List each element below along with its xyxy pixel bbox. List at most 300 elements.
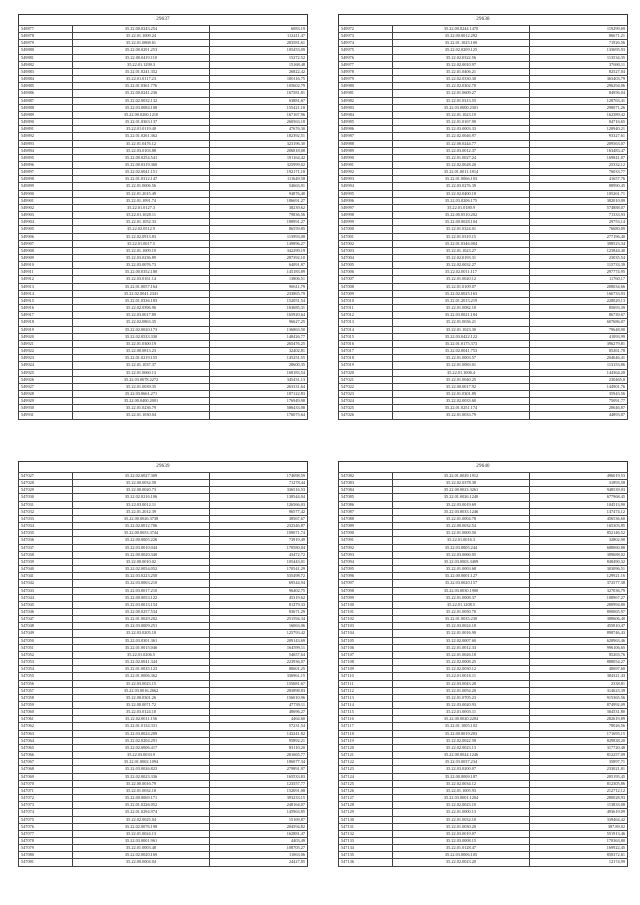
table-row [339,716,628,723]
record-id-cell: 547058 [19,694,73,701]
record-id-cell: 549885 [19,83,73,90]
account-code-cell: 35.22.01.0015.046 [73,644,210,651]
table-row [19,269,308,276]
table-row [339,508,628,515]
amount-cell: 12174,99 [529,859,627,866]
record-id-cell: 549905 [19,226,73,233]
amount-cell: 24427,85 [209,859,307,866]
record-id-cell: 549930 [19,405,73,412]
record-id-cell: 547082 [339,473,393,480]
amount-cell: 232346,87 [209,523,307,530]
account-code-cell: 35.22.01.1025.100 [393,40,530,47]
block-title: 29637 [18,14,308,25]
record-id-cell: 549909 [19,255,73,262]
table-row [339,183,628,190]
table-row [19,76,308,83]
amount-cell: 852146,52 [529,530,627,537]
record-id-cell: 549915 [19,297,73,304]
table-row [19,212,308,219]
account-code-cell: 35.22.01.0167.90 [393,119,530,126]
record-id-cell: 549984 [339,111,393,118]
record-id-cell: 547067 [19,759,73,766]
record-id-cell: 547005 [339,262,393,269]
table-row [19,623,308,630]
table-row [339,83,628,90]
record-id-cell: 547008 [339,283,393,290]
record-id-cell: 547047 [19,616,73,623]
account-code-cell: 35.22.00.0024.1246 [393,752,530,759]
amount-cell: 112411,47 [209,33,307,40]
account-code-cell: 35.22.01.0313.55 [393,97,530,104]
amount-cell: 191164,42 [209,154,307,161]
record-id-cell: 547014 [339,326,393,333]
amount-cell: 84716,65 [529,119,627,126]
table-row [339,276,628,283]
record-id-cell: 549917 [19,312,73,319]
table-row [19,233,308,240]
record-id-cell: 547015 [339,333,393,340]
record-id-cell: 547084 [339,487,393,494]
table-row [339,730,628,737]
amount-cell: 79648,90 [529,326,627,333]
amount-cell: 105453,09 [209,47,307,54]
table-row [19,262,308,269]
table-row [19,845,308,852]
amount-cell: 144901,76 [529,383,627,390]
account-code-cell: 35.22.01.0312.147 [73,176,210,183]
amount-cell: 620963,46 [529,637,627,644]
table-row [339,362,628,369]
account-code-cell: 35.22.03.0076.73 [73,262,210,269]
account-code-cell: 35.22.02.0012.706 [73,523,210,530]
record-id-cell: 549982 [339,97,393,104]
account-code-cell: 35.22.02.0007.60 [393,637,530,644]
amount-cell: 85693,39 [529,305,627,312]
record-id-cell: 547048 [19,623,73,630]
account-code-cell: 35.22.01.0000.13 [393,809,530,816]
amount-cell: 129921,16 [529,573,627,580]
record-id-cell: 549977 [339,61,393,68]
record-id-cell: 549999 [339,219,393,226]
account-code-cell: 35.22.03.0013.154 [73,601,210,608]
table-row [19,161,308,168]
record-id-cell: 547090 [339,530,393,537]
account-code-cell: 35.22.01.0346.004 [393,240,530,247]
table-row [19,616,308,623]
record-id-cell: 547054 [19,666,73,673]
record-id-cell: 549916 [19,305,73,312]
account-code-cell: 35.22.01.0057.164 [73,283,210,290]
table-row [339,126,628,133]
table-row [19,737,308,744]
amount-cell: 81279,33 [209,601,307,608]
table-row [339,594,628,601]
amount-cell: 156010,96 [209,694,307,701]
account-code-cell: 35.22.01.0705.23 [393,694,530,701]
account-code-cell: 35.22.03.0006.105 [393,852,530,859]
record-id-cell: 549913 [19,283,73,290]
account-code-cell: 35.22.02.0034.12 [393,780,530,787]
table-row [19,530,308,537]
account-code-cell: 35.22.03.0026.823 [73,766,210,773]
amount-cell: 78026,56 [529,723,627,730]
record-id-cell: 547121 [339,752,393,759]
block-title: 29638 [338,14,628,25]
record-id-cell: 549895 [19,154,73,161]
table-row [339,773,628,780]
amount-cell: 38239,62 [209,204,307,211]
amount-cell: 223936,07 [209,659,307,666]
amount-cell: 145183,89 [209,269,307,276]
record-id-cell: 547097 [339,580,393,587]
record-id-cell: 549901 [19,197,73,204]
amount-cell: 948539,03 [529,487,627,494]
account-code-cell: 35.22.03.0010.044 [73,544,210,551]
account-code-cell: 35.22.01.1023.30 [393,326,530,333]
amount-cell: 145251,55 [209,355,307,362]
account-code-cell: 35.22.01.0117.23 [73,76,210,83]
account-code-cell: 35.22.01.0609.27 [393,90,530,97]
table-row [339,68,628,75]
record-id-cell: 549995 [339,190,393,197]
amount-cell: 166733,93 [529,290,627,297]
table-row [339,269,628,276]
table-row [19,787,308,794]
account-code-cell: 35.22.01.1208.5 [393,601,530,608]
record-id-cell: 549988 [339,140,393,147]
record-id-cell: 547042 [19,580,73,587]
record-id-cell: 547096 [339,573,393,580]
record-id-cell: 547107 [339,651,393,658]
amount-cell: 28600,35 [209,362,307,369]
register-block [18,14,308,420]
record-id-cell: 549911 [19,269,73,276]
account-code-cell: 35.22.01.0016.11 [393,673,530,680]
record-id-cell: 549989 [339,147,393,154]
account-code-cell: 35.22.03.0063.210 [73,580,210,587]
account-code-cell: 35.22.01.0016.3 [393,537,530,544]
amount-cell: 23035,54 [529,255,627,262]
record-id-cell: 547074 [19,809,73,816]
record-id-cell: 547025 [339,405,393,412]
record-id-cell: 547004 [339,255,393,262]
account-code-cell: 35.22.02.0913.83 [73,233,210,240]
table-row [19,297,308,304]
record-id-cell: 547108 [339,659,393,666]
account-code-cell: 35.22.02.0011.117 [393,269,530,276]
account-code-cell: 35.22.02.0020.173 [73,326,210,333]
table-row [19,362,308,369]
table-row [339,133,628,140]
account-code-cell: 35.22.01.0301.89 [393,390,530,397]
amount-cell: 15272,52 [209,54,307,61]
amount-cell: 64091,87 [209,262,307,269]
record-id-cell: 547023 [339,390,393,397]
amount-cell: 848490,32 [529,558,627,565]
record-id-cell: 547063 [19,730,73,737]
account-code-cell: 35.22.02.0302.70 [393,83,530,90]
amount-cell: 6083,19 [209,26,307,33]
amount-cell: 277196,40 [529,233,627,240]
table-row [19,90,308,97]
table-row [339,262,628,269]
table-row [339,702,628,709]
table-row [339,319,628,326]
register-table [18,25,308,420]
account-code-cell: 35.22.01.1028.11 [73,212,210,219]
record-id-cell: 547112 [339,687,393,694]
amount-cell: 890065,97 [529,608,627,615]
record-id-cell: 549877 [19,26,73,33]
table-row [339,787,628,794]
amount-cell: 109071,74 [209,530,307,537]
record-id-cell: 547136 [339,859,393,866]
amount-cell: 171695,15 [529,730,627,737]
table-row [19,558,308,565]
amount-cell: 167581,81 [209,90,307,97]
table-row [19,501,308,508]
record-id-cell: 547006 [339,269,393,276]
amount-cell: 84956,04 [529,90,627,97]
record-id-cell: 547111 [339,680,393,687]
amount-cell: 812257,09 [529,752,627,759]
amount-cell: 44893,87 [529,412,627,419]
account-code-cell: 35.22.03.0000.2301 [393,104,530,111]
account-code-cell: 35.22.01.0206.5 [73,651,210,658]
account-code-cell: 35.22.02.0533.330 [73,333,210,340]
amount-cell: 38567,67 [209,515,307,522]
amount-cell: 182392,51 [209,133,307,140]
record-id-cell: 549979 [339,76,393,83]
account-code-cell: 35.22.00.0004.04 [73,859,210,866]
account-code-cell: 35.22.01.0180.9 [393,204,530,211]
amount-cell: 812305,86 [529,780,627,787]
record-id-cell: 547056 [19,680,73,687]
account-code-cell: 35.22.01.1005.93 [393,787,530,794]
record-id-cell: 547115 [339,709,393,716]
account-code-cell: 35.22.02.0204.291 [73,737,210,744]
table-row [19,659,308,666]
amount-cell: 165920,64 [209,312,307,319]
record-id-cell: 547113 [339,694,393,701]
account-code-cell: 35.22.00.0400.2001 [73,398,210,405]
account-code-cell: 35.22.01.0003.57 [393,355,530,362]
account-code-cell: 35.22.01.1009.24 [73,33,210,40]
record-id-cell: 547128 [339,802,393,809]
amount-cell: 493619,09 [529,809,627,816]
register-table [18,472,308,867]
account-code-cell: 35.22.03.0200.07 [393,766,530,773]
record-id-cell: 549972 [339,26,393,33]
record-id-cell: 549896 [19,161,73,168]
account-code-cell: 35.22.03.0003.33 [393,126,530,133]
table-row [19,508,308,515]
record-id-cell: 547105 [339,637,393,644]
record-id-cell: 547100 [339,601,393,608]
table-row [339,651,628,658]
account-code-cell: 35.22.00.0019.203 [393,730,530,737]
amount-cell: 96627,25 [209,319,307,326]
record-id-cell: 547041 [19,573,73,580]
register-table [338,25,628,420]
account-code-cell: 35.22.03.0078.2272 [73,376,210,383]
account-code-cell: 35.22.00.0243.254 [73,26,210,33]
account-code-cell: 35.22.02.0863.35 [73,319,210,326]
record-id-cell: 549924 [19,362,73,369]
account-code-cell: 35.22.02.0322.56 [393,54,530,61]
table-row [339,494,628,501]
register-table [338,472,628,867]
table-row [19,837,308,844]
amount-cell: 41657,76 [529,176,627,183]
record-id-cell: 547124 [339,773,393,780]
record-id-cell: 549992 [339,169,393,176]
record-id-cell: 547103 [339,623,393,630]
table-row [19,247,308,254]
amount-cell: 155681,67 [209,680,307,687]
table-row [19,319,308,326]
amount-cell: 11760,17 [529,276,627,283]
table-row [339,297,628,304]
amount-cell: 133695,93 [529,47,627,54]
amount-cell: 204646,41 [529,355,627,362]
table-row [19,494,308,501]
table-row [339,780,628,787]
account-code-cell: 35.22.00.0244.77 [393,140,530,147]
record-id-cell: 549976 [339,54,393,61]
table-row [339,140,628,147]
account-code-cell: 35.22.02.0023.13 [393,744,530,751]
table-row [19,83,308,90]
amount-cell: 186691,27 [209,197,307,204]
amount-cell: 32802,90 [529,537,627,544]
account-code-cell: 35.22.03.0124.10 [73,709,210,716]
table-row [339,154,628,161]
account-code-cell: 35.22.02.0209.125 [393,47,530,54]
record-id-cell: 547120 [339,744,393,751]
table-row [339,587,628,594]
account-code-cell: 35.22.01.0017.5 [73,240,210,247]
record-id-cell: 547119 [339,737,393,744]
account-code-cell: 35.22.01.0029.1912 [393,473,530,480]
amount-cell: 162389,42 [529,111,627,118]
account-code-cell: 35.22.01.2012.39 [73,508,210,515]
record-id-cell: 547092 [339,544,393,551]
account-code-cell: 35.22.01.1023.10 [393,111,530,118]
amount-cell: 304531,80 [529,709,627,716]
table-row [19,523,308,530]
amount-cell: 165533,83 [209,773,307,780]
amount-cell: 209563,07 [529,140,627,147]
account-code-cell: 35.22.02.0020.169 [73,852,210,859]
table-row [19,276,308,283]
table-row [339,283,628,290]
record-id-cell: 547049 [19,630,73,637]
amount-cell: 248164,07 [209,802,307,809]
amount-cell: 456536,60 [529,515,627,522]
record-id-cell: 549975 [339,47,393,54]
table-row [19,140,308,147]
record-id-cell: 549920 [19,333,73,340]
amount-cell: 128940,21 [529,126,627,133]
account-code-cell: 35.22.03.0024.209 [73,730,210,737]
record-id-cell: 547075 [19,816,73,823]
amount-cell: 677968,45 [529,494,627,501]
table-row [339,837,628,844]
record-id-cell: 547129 [339,809,393,816]
table-row [19,544,308,551]
amount-cell: 20646,87 [529,405,627,412]
record-id-cell: 549929 [19,398,73,405]
amount-cell: 75091,77 [529,398,627,405]
account-code-cell: 35.22.03.0236.89 [73,255,210,262]
account-code-cell: 35.22.03.0023.15 [73,680,210,687]
table-row [339,709,628,716]
account-code-cell: 35.22.03.0223.250 [73,573,210,580]
account-code-cell: 35.22.01.0082.18 [393,305,530,312]
table-row [339,33,628,40]
record-id-cell: 549907 [19,240,73,247]
amount-cell: 317720,48 [529,744,627,751]
amount-cell: 37690,11 [529,61,627,68]
table-row [339,47,628,54]
table-row [339,601,628,608]
account-code-cell: 35.22.03.0276.39 [393,183,530,190]
account-code-cell: 35.22.03.0017.210 [73,587,210,594]
record-id-cell: 547110 [339,673,393,680]
amount-cell: 13806,51 [209,276,307,283]
account-code-cell: 35.22.03.0019.69 [393,501,530,508]
record-id-cell: 547027 [19,473,73,480]
table-row [19,226,308,233]
account-code-cell: 35.22.01.0226.052 [73,802,210,809]
account-code-cell: 35.22.01.0016.90 [393,630,530,637]
table-row [19,204,308,211]
record-id-cell: 549927 [19,383,73,390]
table-row [339,255,628,262]
amount-cell: 96577,42 [209,508,307,515]
account-code-cell: 35.22.02.0076.198 [73,823,210,830]
amount-cell: 100116,75 [209,76,307,83]
record-id-cell: 547126 [339,787,393,794]
table-row [19,283,308,290]
table-row [19,680,308,687]
table-row [19,630,308,637]
account-code-cell: 35.22.01.0009.50 [393,530,530,537]
record-id-cell: 549887 [19,97,73,104]
account-code-cell: 35.22.02.0025.163 [393,290,530,297]
amount-cell: 125793,42 [209,630,307,637]
record-id-cell: 549923 [19,355,73,362]
amount-cell: 163685,31 [209,305,307,312]
account-code-cell: 35.22.03.0009.251 [73,623,210,630]
account-code-cell: 35.22.00.0257.534 [73,608,210,615]
account-code-cell: 35.22.03.0024.18 [393,623,530,630]
record-id-cell: 547104 [339,630,393,637]
table-row [339,616,628,623]
amount-cell: 136863,50 [209,326,307,333]
amount-cell: 25332,12 [529,161,627,168]
table-row [19,26,308,33]
account-code-cell: 35.22.01.0236.79 [73,405,210,412]
table-row [339,247,628,254]
record-id-cell: 549997 [339,204,393,211]
amount-cell: 325999,02 [209,161,307,168]
account-code-cell: 35.22.01.0060.13 [73,369,210,376]
amount-cell: 71333,93 [529,212,627,219]
amount-cell: 152051,54 [209,297,307,304]
record-id-cell: 547009 [339,290,393,297]
